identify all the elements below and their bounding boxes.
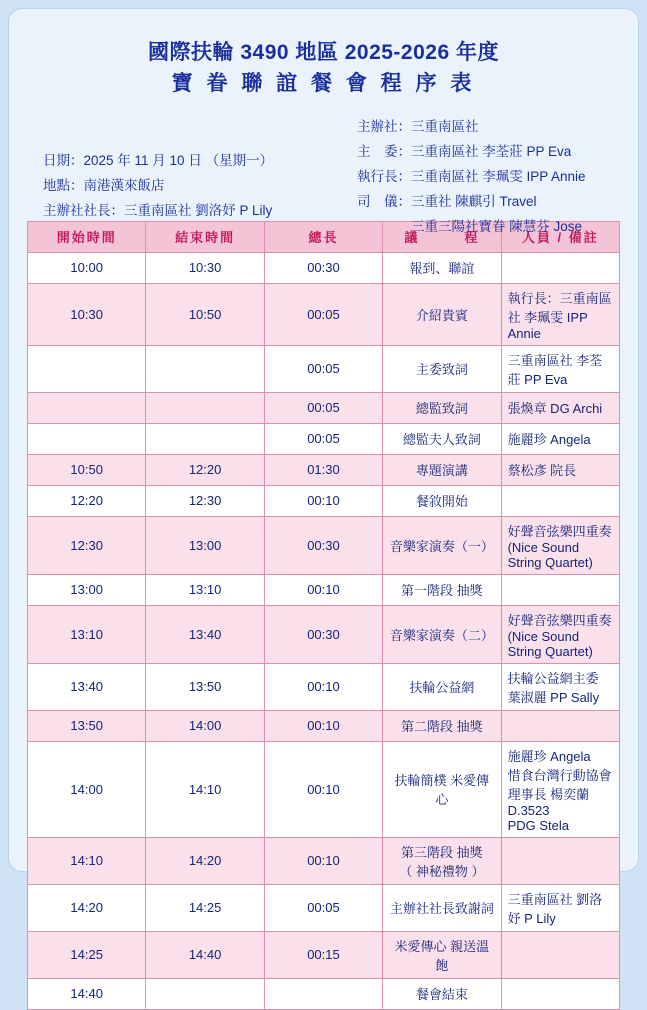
cell-agenda-item: 扶輪公益網 bbox=[383, 663, 501, 710]
cell-agenda-item: 報到、聯誼 bbox=[383, 252, 501, 283]
meta-mc-1: 司 儀：三重社 陳麒引 Travel bbox=[357, 193, 537, 209]
cell-note bbox=[501, 574, 619, 605]
cell-duration: 00:10 bbox=[264, 837, 382, 884]
cell-duration: 00:30 bbox=[264, 252, 382, 283]
cell-end-time: 14:00 bbox=[146, 710, 264, 741]
cell-start-time: 14:25 bbox=[28, 931, 146, 978]
document-sheet bbox=[8, 8, 639, 1003]
cell-agenda-item: 餐敘開始 bbox=[383, 485, 501, 516]
cell-end-time: 14:40 bbox=[146, 931, 264, 978]
cell-start-time bbox=[28, 392, 146, 423]
cell-start-time: 14:10 bbox=[28, 837, 146, 884]
table-row bbox=[28, 485, 620, 516]
meta-left bbox=[43, 149, 273, 224]
cell-note bbox=[501, 710, 619, 741]
cell-duration: 00:05 bbox=[264, 345, 382, 392]
title-line-1: 國際扶輪 3490 地區 2025-2026 年度 bbox=[148, 41, 499, 64]
schedule-table-body bbox=[28, 252, 620, 1009]
meta-date: 日期：2025 年 11 月 10 日 （星期一） bbox=[43, 152, 274, 168]
column-header-duration: 總長 bbox=[264, 221, 382, 252]
cell-duration: 01:30 bbox=[264, 454, 382, 485]
table-row bbox=[28, 605, 620, 663]
meta-venue: 地點：南港漢來飯店 bbox=[43, 177, 165, 193]
cell-note: 施麗珍 Angela 惜食台灣行動協會理事長 楊奕蘭 D.3523 PDG Stela bbox=[501, 741, 619, 837]
table-row bbox=[28, 837, 620, 884]
cell-end-time: 12:20 bbox=[146, 454, 264, 485]
title-line-2: 寶 眷 聯 誼 餐 會 程 序 表 bbox=[171, 72, 476, 96]
column-header-item: 議 程 bbox=[383, 221, 501, 252]
cell-end-time: 14:20 bbox=[146, 837, 264, 884]
cell-duration: 00:05 bbox=[264, 392, 382, 423]
meta-right bbox=[357, 115, 586, 240]
cell-agenda-item: 介紹貴賓 bbox=[383, 283, 501, 345]
cell-end-time: 13:40 bbox=[146, 605, 264, 663]
cell-note: 好聲音弦樂四重奏 (Nice Sound String Quartet) bbox=[501, 516, 619, 574]
cell-duration: 00:10 bbox=[264, 574, 382, 605]
schedule-table bbox=[27, 221, 620, 1010]
cell-agenda-item: 總監夫人致詞 bbox=[383, 423, 501, 454]
cell-agenda-item: 第二階段 抽獎 bbox=[383, 710, 501, 741]
cell-note: 扶輪公益網主委 葉淑麗 PP Sally bbox=[501, 663, 619, 710]
cell-duration: 00:30 bbox=[264, 516, 382, 574]
cell-start-time: 13:00 bbox=[28, 574, 146, 605]
cell-agenda-item: 主辦社社長致謝詞 bbox=[383, 884, 501, 931]
cell-start-time: 14:00 bbox=[28, 741, 146, 837]
cell-end-time bbox=[146, 423, 264, 454]
cell-end-time: 10:50 bbox=[146, 283, 264, 345]
cell-note bbox=[501, 931, 619, 978]
cell-note: 三重南區社 李荃莊 PP Eva bbox=[501, 345, 619, 392]
table-row bbox=[28, 283, 620, 345]
column-header-note: 人員 / 備註 bbox=[501, 221, 619, 252]
meta-block bbox=[27, 115, 620, 234]
cell-duration bbox=[264, 978, 382, 1009]
cell-duration: 00:15 bbox=[264, 931, 382, 978]
cell-agenda-item: 第三階段 抽獎 （ 神秘禮物 ） bbox=[383, 837, 501, 884]
cell-note: 張煥章 DG Archi bbox=[501, 392, 619, 423]
cell-start-time: 14:20 bbox=[28, 884, 146, 931]
cell-agenda-item: 餐會結束 bbox=[383, 978, 501, 1009]
table-row bbox=[28, 741, 620, 837]
meta-mc-2: 三重三陽社寶眷 陳慧芬 Jose bbox=[411, 218, 583, 234]
cell-agenda-item: 米愛傳心 親送溫飽 bbox=[383, 931, 501, 978]
cell-start-time: 13:50 bbox=[28, 710, 146, 741]
cell-note bbox=[501, 837, 619, 884]
table-row bbox=[28, 931, 620, 978]
meta-host-club: 主辦社：三重南區社 bbox=[357, 118, 479, 134]
table-row bbox=[28, 345, 620, 392]
cell-end-time: 10:30 bbox=[146, 252, 264, 283]
cell-start-time: 12:30 bbox=[28, 516, 146, 574]
cell-start-time: 13:10 bbox=[28, 605, 146, 663]
cell-note bbox=[501, 978, 619, 1009]
cell-note: 施麗珍 Angela bbox=[501, 423, 619, 454]
cell-agenda-item: 專題演講 bbox=[383, 454, 501, 485]
page-title bbox=[27, 39, 620, 101]
cell-note: 執行長：三重南區社 李珮雯 IPP Annie bbox=[501, 283, 619, 345]
column-header-start: 開始時間 bbox=[28, 221, 146, 252]
cell-duration: 00:05 bbox=[264, 423, 382, 454]
cell-end-time: 12:30 bbox=[146, 485, 264, 516]
cell-note bbox=[501, 485, 619, 516]
cell-duration: 00:10 bbox=[264, 663, 382, 710]
cell-note: 好聲音弦樂四重奏 (Nice Sound String Quartet) bbox=[501, 605, 619, 663]
cell-end-time bbox=[146, 978, 264, 1009]
cell-duration: 00:10 bbox=[264, 710, 382, 741]
cell-start-time bbox=[28, 345, 146, 392]
cell-agenda-item: 主委致詞 bbox=[383, 345, 501, 392]
table-row bbox=[28, 978, 620, 1009]
cell-agenda-item: 總監致詞 bbox=[383, 392, 501, 423]
cell-agenda-item: 第一階段 抽獎 bbox=[383, 574, 501, 605]
table-row bbox=[28, 423, 620, 454]
cell-start-time: 10:30 bbox=[28, 283, 146, 345]
cell-duration: 00:10 bbox=[264, 485, 382, 516]
table-row bbox=[28, 710, 620, 741]
cell-duration: 00:05 bbox=[264, 283, 382, 345]
column-header-end: 結束時間 bbox=[146, 221, 264, 252]
table-row bbox=[28, 663, 620, 710]
cell-start-time: 12:20 bbox=[28, 485, 146, 516]
cell-end-time bbox=[146, 392, 264, 423]
cell-agenda-item: 音樂家演奏（二） bbox=[383, 605, 501, 663]
cell-agenda-item: 扶輪簡樸 米愛傳心 bbox=[383, 741, 501, 837]
table-row bbox=[28, 516, 620, 574]
cell-end-time: 14:10 bbox=[146, 741, 264, 837]
cell-duration: 00:05 bbox=[264, 884, 382, 931]
cell-duration: 00:10 bbox=[264, 741, 382, 837]
cell-end-time bbox=[146, 345, 264, 392]
table-row bbox=[28, 574, 620, 605]
cell-duration: 00:30 bbox=[264, 605, 382, 663]
meta-chair: 主 委：三重南區社 李荃莊 PP Eva bbox=[357, 143, 572, 159]
meta-host-president: 主辦社社長：三重南區社 劉洛妤 P Lily bbox=[43, 202, 273, 218]
cell-note: 三重南區社 劉洛妤 P Lily bbox=[501, 884, 619, 931]
cell-end-time: 13:50 bbox=[146, 663, 264, 710]
cell-end-time: 14:25 bbox=[146, 884, 264, 931]
cell-start-time bbox=[28, 423, 146, 454]
cell-start-time: 13:40 bbox=[28, 663, 146, 710]
table-row bbox=[28, 884, 620, 931]
table-row bbox=[28, 392, 620, 423]
cell-agenda-item: 音樂家演奏（一） bbox=[383, 516, 501, 574]
table-row bbox=[28, 252, 620, 283]
cell-end-time: 13:10 bbox=[146, 574, 264, 605]
meta-executive: 執行長：三重南區社 李珮雯 IPP Annie bbox=[357, 168, 586, 184]
table-row bbox=[28, 454, 620, 485]
cell-note: 蔡松彥 院長 bbox=[501, 454, 619, 485]
cell-start-time: 10:00 bbox=[28, 252, 146, 283]
cell-start-time: 14:40 bbox=[28, 978, 146, 1009]
cell-note bbox=[501, 252, 619, 283]
cell-end-time: 13:00 bbox=[146, 516, 264, 574]
cell-start-time: 10:50 bbox=[28, 454, 146, 485]
